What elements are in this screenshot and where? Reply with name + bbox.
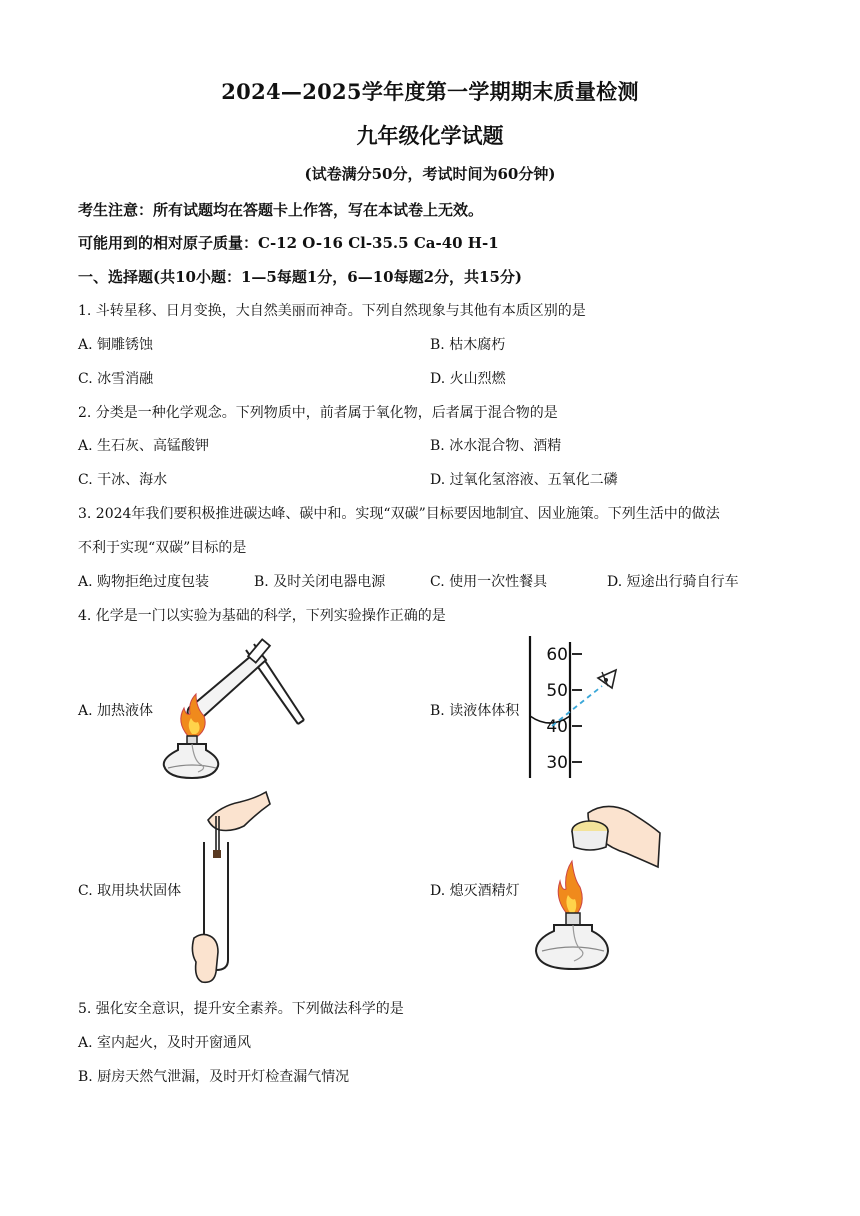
- q3-option-a: A. 购物拒绝过度包装: [78, 574, 210, 590]
- heating-liquid-figure: [158, 636, 308, 781]
- exam-subtitle: 九年级化学试题: [356, 123, 504, 148]
- q1-option-c: C. 冰雪消融: [78, 371, 154, 387]
- graduated-cylinder-figure: [524, 636, 634, 781]
- q5-option-b: B. 厨房天然气泄漏，及时开灯检查漏气情况: [78, 1069, 350, 1085]
- test-tube-icon: [188, 639, 270, 719]
- q2-option-a: A. 生石灰、高锰酸钾: [78, 438, 210, 454]
- hand-holding-tube-icon: [192, 934, 218, 982]
- q3-stem-line1: 3. 2024年我们要积极推进碳达峰、碳中和。实现“双碳”目标要因地制宜、因业施策。下列生活中的做法: [78, 506, 720, 522]
- atomic-masses: 可能用到的相对原子质量：C-12 O-16 Cl-35.5 Ca-40 H-1: [78, 234, 499, 252]
- q1-option-b: B. 枯木腐朽: [430, 337, 506, 353]
- q1-stem: 1. 斗转星移、日月变换，大自然美丽而神奇。下列自然现象与其他有本质区别的是: [78, 303, 586, 319]
- q1-option-d: D. 火山烈燃: [430, 371, 506, 387]
- q4-option-a: A. 加热液体: [78, 703, 154, 719]
- block-solid-figure: [186, 792, 276, 984]
- alcohol-lamp-icon: [164, 736, 218, 778]
- q3-stem-line2: 不利于实现“双碳”目标的是: [78, 540, 247, 556]
- q3-option-c: C. 使用一次性餐具: [430, 574, 548, 590]
- section1-heading: 一、选择题(共10小题：1—5每题1分，6—10每题2分，共15分): [78, 268, 523, 286]
- cylinder-tick-50: 50: [546, 681, 568, 701]
- q2-option-b: B. 冰水混合物、酒精: [430, 438, 562, 454]
- cylinder-tick-30: 30: [546, 753, 568, 773]
- q4-option-d: D. 熄灭酒精灯: [430, 883, 520, 899]
- eye-icon: [598, 670, 616, 688]
- graduated-cylinder-icon: [530, 636, 582, 778]
- q4-option-c: C. 取用块状固体: [78, 883, 182, 899]
- q1-option-a: A. 铜雕锈蚀: [78, 337, 154, 353]
- alcohol-lamp-icon: [536, 913, 608, 969]
- q5-stem: 5. 强化安全意识，提升安全素养。下列做法科学的是: [78, 1001, 404, 1017]
- q2-option-c: C. 干冰、海水: [78, 472, 168, 488]
- q3-option-d: D. 短途出行骑自行车: [607, 574, 739, 590]
- cylinder-tick-40: 40: [546, 717, 568, 737]
- attention-notice: 考生注意：所有试题均在答题卡上作答，写在本试卷上无效。: [78, 201, 484, 219]
- hand-with-cap-icon: [572, 806, 660, 867]
- flame-icon: [558, 861, 582, 915]
- exam-info: (试卷满分50分，考试时间为60分钟): [304, 165, 556, 183]
- q4-option-b: B. 读液体体积: [430, 703, 520, 719]
- exam-title: 2024—2025学年度第一学期期末质量检测: [221, 79, 639, 104]
- q3-option-b: B. 及时关闭电器电源: [254, 574, 386, 590]
- q2-option-d: D. 过氧化氢溶液、五氧化二磷: [430, 472, 618, 488]
- q2-stem: 2. 分类是一种化学观念。下列物质中，前者属于氧化物，后者属于混合物的是: [78, 405, 558, 421]
- cylinder-tick-60: 60: [546, 645, 568, 665]
- q4-stem: 4. 化学是一门以实验为基础的科学，下列实验操作正确的是: [78, 608, 446, 624]
- q5-option-a: A. 室内起火，及时开窗通风: [78, 1035, 252, 1051]
- hand-with-tweezers-icon: [208, 792, 270, 858]
- extinguish-lamp-figure: [528, 803, 662, 971]
